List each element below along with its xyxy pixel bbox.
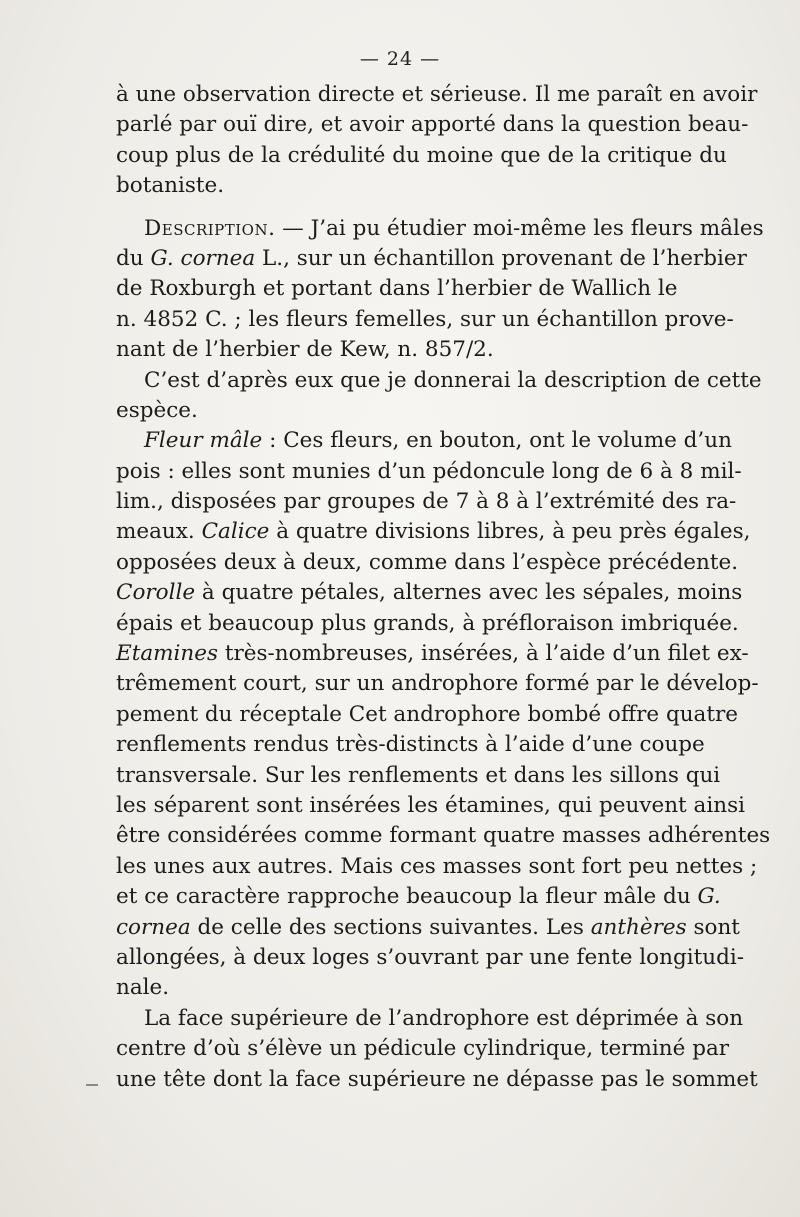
text-line [116,700,746,730]
text-run: pois : elles sont munies d’un pédoncule long de 6 à 8 mil- [116,458,742,484]
text-run: à une observation directe et sérieuse. Il me paraît en avoir [116,82,758,107]
text-line [116,1004,746,1034]
text-line [116,366,762,396]
text-run: les unes aux autres. Mais ces masses sont fort peu nettes ; [116,853,758,879]
text-run: nale. [116,975,170,1001]
text-line [116,639,749,669]
text-run: les séparent sont insérées les étamines, qui peuvent ainsi [116,792,745,818]
text-line [116,335,746,365]
text-line [116,821,771,851]
text-line [116,1034,746,1064]
text-run: être considérées comme formant quatre masses adhérentes [116,823,771,849]
text-line [116,791,746,821]
text-line [116,244,746,274]
paragraph-gap [116,202,746,214]
text-run: espèce. [116,397,198,423]
text-run: et ce caractère rapproche beaucoup la fleur mâle du [116,884,698,910]
text-run: meaux. [116,519,202,545]
text-run: de celle des sections suivantes. Les [190,914,591,940]
text-run: renflements rendus très-distincts à l’aide d’une coupe [116,732,705,758]
italic-term: cornea [116,914,191,940]
text-line [116,669,759,699]
text-line [116,517,751,547]
text-line [116,214,764,244]
text-run: sont [686,914,740,940]
text-run: du [116,245,151,271]
text-line [116,274,746,304]
text-run: transversale. Sur les renflements et dans les sillons qui [116,762,721,788]
text-line [116,487,746,517]
text-run: très-nombreuses, insérées, à l’aide d’un filet ex- [218,641,749,667]
text-run: lim., disposées par groupes de 7 à 8 à l’extrémité des ra- [116,489,737,515]
text-line [116,548,746,578]
text-line [116,457,746,487]
text-line [116,973,746,1003]
text-run: L., sur un échantillon provenant de l’herbier [255,245,747,271]
text-line [116,396,746,426]
text-line [116,426,746,456]
margin-mark [86,1084,98,1086]
text-line [116,882,746,912]
text-run: C’est d’après eux que je donnerai la description de cette [144,367,762,393]
text-run: botaniste. [116,173,225,199]
text-line [116,171,746,201]
text-line [116,110,749,140]
text-line [116,730,746,760]
text-run: La face supérieure de l’androphore est déprimée à son [144,1005,744,1031]
text-run: pement du réceptale Cet androphore bombé offre quatre [116,701,739,727]
italic-term: Fleur mâle [144,428,263,454]
text-run: coup plus de la crédulité du moine que de la critique du [116,142,727,168]
text-run: centre d’où s’élève un pédicule cylindrique, terminé par [116,1036,730,1062]
text-run: : Ces fleurs, en bouton, ont le volume d’un [262,428,732,454]
text-run: opposées deux à deux, comme dans l’espèce précédente. [116,549,739,575]
text-line [116,609,746,639]
italic-term: Etamines [116,641,219,667]
text-run: de Roxburgh et portant dans l’herbier de Wallich le [116,276,678,302]
text-run: trêmement court, sur un androphore formé par le dévelop- [116,671,759,697]
text-line [116,852,758,882]
text-line [116,305,746,335]
text-run: à quatre divisions libres, à peu près égales, [269,519,751,545]
text-run: épais et beaucoup plus grands, à préfloraison imbriquée. [116,610,739,636]
text-run: allongées, à deux loges s’ouvrant par une fente longitudi- [116,944,744,970]
text-run: à quatre pétales, alternes avec les sépales, moins [195,580,743,606]
italic-term: G. cornea [150,245,256,271]
page-number: — 24 — [359,48,441,70]
text-run: n. 4852 C. ; les fleurs femelles, sur un échantillon prove- [116,306,734,332]
text-run: nant de l’herbier de Kew, n. 857/2. [116,337,494,363]
text-run: — J’ai pu étudier moi-même les fleurs mâles [275,215,764,241]
text-run: parlé par ouï dire, et avoir apporté dans la question beau- [116,112,749,138]
italic-term: Calice [201,519,270,545]
text-line [116,761,746,791]
text-line [116,913,746,943]
text-line [116,141,746,171]
italic-term: anthères [590,914,687,940]
italic-term: Corolle [116,580,196,606]
section-heading: Description. [144,215,276,241]
text-line [116,80,758,110]
italic-term: G. [697,884,721,910]
text-run: une tête dont la face supérieure ne dépasse pas le sommet [116,1066,758,1092]
text-line [116,578,746,608]
body-text [116,80,771,1095]
text-line [116,943,746,973]
text-line [116,1065,758,1095]
